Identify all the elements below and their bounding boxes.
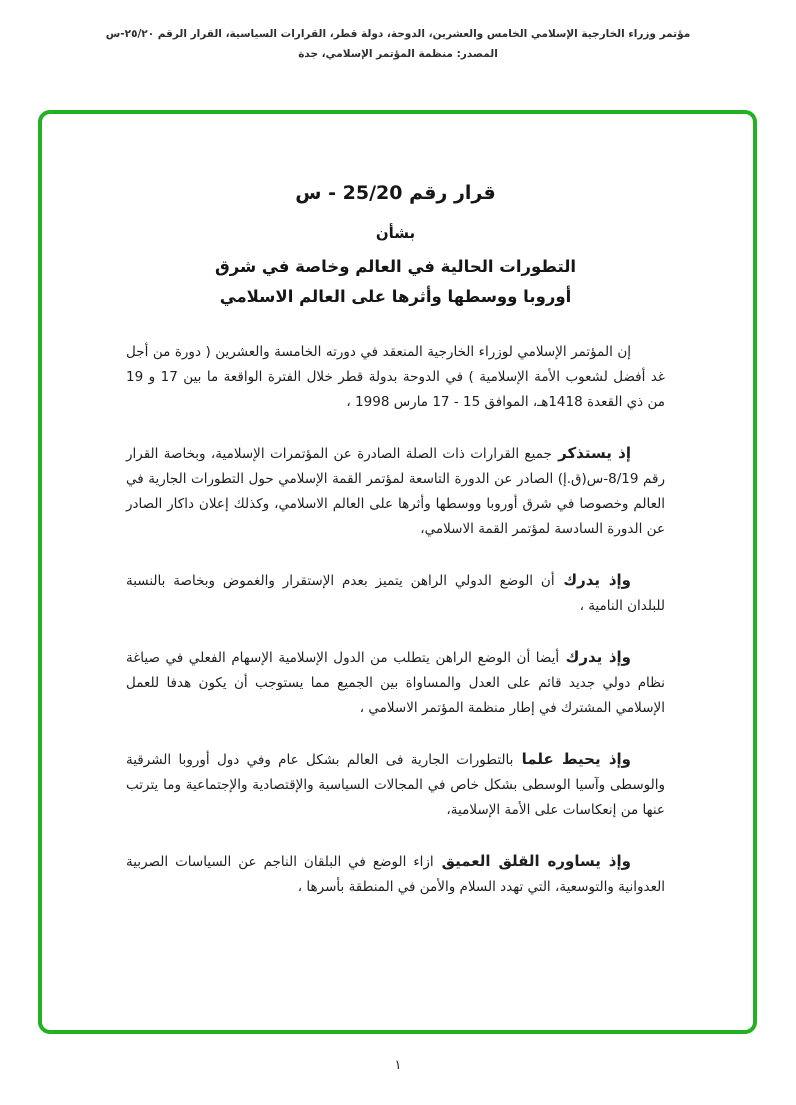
- page-number: ١: [394, 1058, 402, 1073]
- source-header: [0, 24, 796, 64]
- paragraph-text: إن المؤتمر الإسلامي لوزراء الخارجية المنعقد في دورته الخامسة والعشرين ( دورة من أجل غد أفضل لشعوب الأمة الإسلامية ) في الدوحة بدولة قطر خلال الفترة الواقعة ما بين 17 و 19 من ذي القعدة 1418هـ، الموافق 15 - 17 مارس 1998 ،: [126, 344, 665, 410]
- paragraph: [126, 441, 665, 542]
- paragraph: [126, 568, 665, 619]
- paragraph-text: بالتطورات الجارية فى العالم بشكل عام وفي دول أوروبا الشرقية والوسطى وآسيا الوسطى بشكل خاص في المجالات السياسية والإقتصادية والإجتماعية وما يترتب عنها من إنعكاسات على الأمة الإسلامية،: [126, 752, 665, 818]
- paragraph-lead: وإذ يدرك: [554, 571, 631, 589]
- paragraph-text: أيضا أن الوضع الراهن يتطلب من الدول الإسلامية الإسهام الفعلي في صياغة نظام دولي جديد قائم على العدل والمساواة بين الجميع مما يستوجب أن يكون هدفا للعمل الإسلامي المشترك في إطار منظمة المؤتمر الاسلامي ،: [126, 650, 665, 716]
- paragraph: [126, 747, 665, 823]
- subject-label: بشأن: [375, 224, 416, 242]
- resolution-number: قرار رقم 25/20 - س: [295, 182, 496, 204]
- document-frame: [38, 110, 757, 1034]
- paragraph: [126, 340, 665, 415]
- title-block: [126, 182, 665, 306]
- paragraph-text: جميع القرارات ذات الصلة الصادرة عن المؤتمرات الإسلامية، وبخاصة القرار رقم 8/19-س(ق.إ) الصادر عن الدورة التاسعة لمؤتمر القمة الإسلامي حول التطورات الجارية في العالم وخصوصا في شرق أوروبا ووسطها وأثرها على العالم الاسلامي، وكذلك إعلان داكار الصادر عن الدورة السادسة لمؤتمر القمة الاسلامي،: [126, 446, 665, 537]
- subject-line2: أوروبا ووسطها وأثرها على العالم الاسلامي: [219, 287, 572, 306]
- source-header-line2: المصدر: منظمة المؤتمر الإسلامي، جدة: [298, 48, 498, 60]
- paragraph-text: أن الوضع الدولي الراهن يتميز بعدم الإستقرار والغموض وبخاصة بالنسبة للبلدان النامية ،: [126, 573, 665, 614]
- source-header-line1: مؤتمر وزراء الخارجية الإسلامي الخامس والعشرين، الدوحة، دولة قطر، القرارات السياسية، القرار الرقم ٢٥/٢٠-س: [105, 28, 691, 40]
- document-page: [42, 114, 753, 1030]
- paragraph: [126, 849, 665, 900]
- paragraph-lead: وإذ يساوره القلق العميق: [433, 852, 631, 870]
- paragraph-lead: وإذ يحيط علما: [513, 750, 632, 768]
- paragraph-list: [126, 340, 665, 900]
- paragraph-text: ازاء الوضع في البلقان الناجم عن السياسات الصربية العدوانية والتوسعية، التي تهدد السلام والأمن في المنطقة بأسرها ،: [126, 854, 665, 895]
- paragraph: [126, 645, 665, 721]
- subject-line1: التطورات الحالية في العالم وخاصة في شرق: [214, 257, 577, 276]
- paragraph-lead: إذ يستذكر: [551, 444, 631, 462]
- paragraph-lead: وإذ يدرك: [559, 648, 631, 666]
